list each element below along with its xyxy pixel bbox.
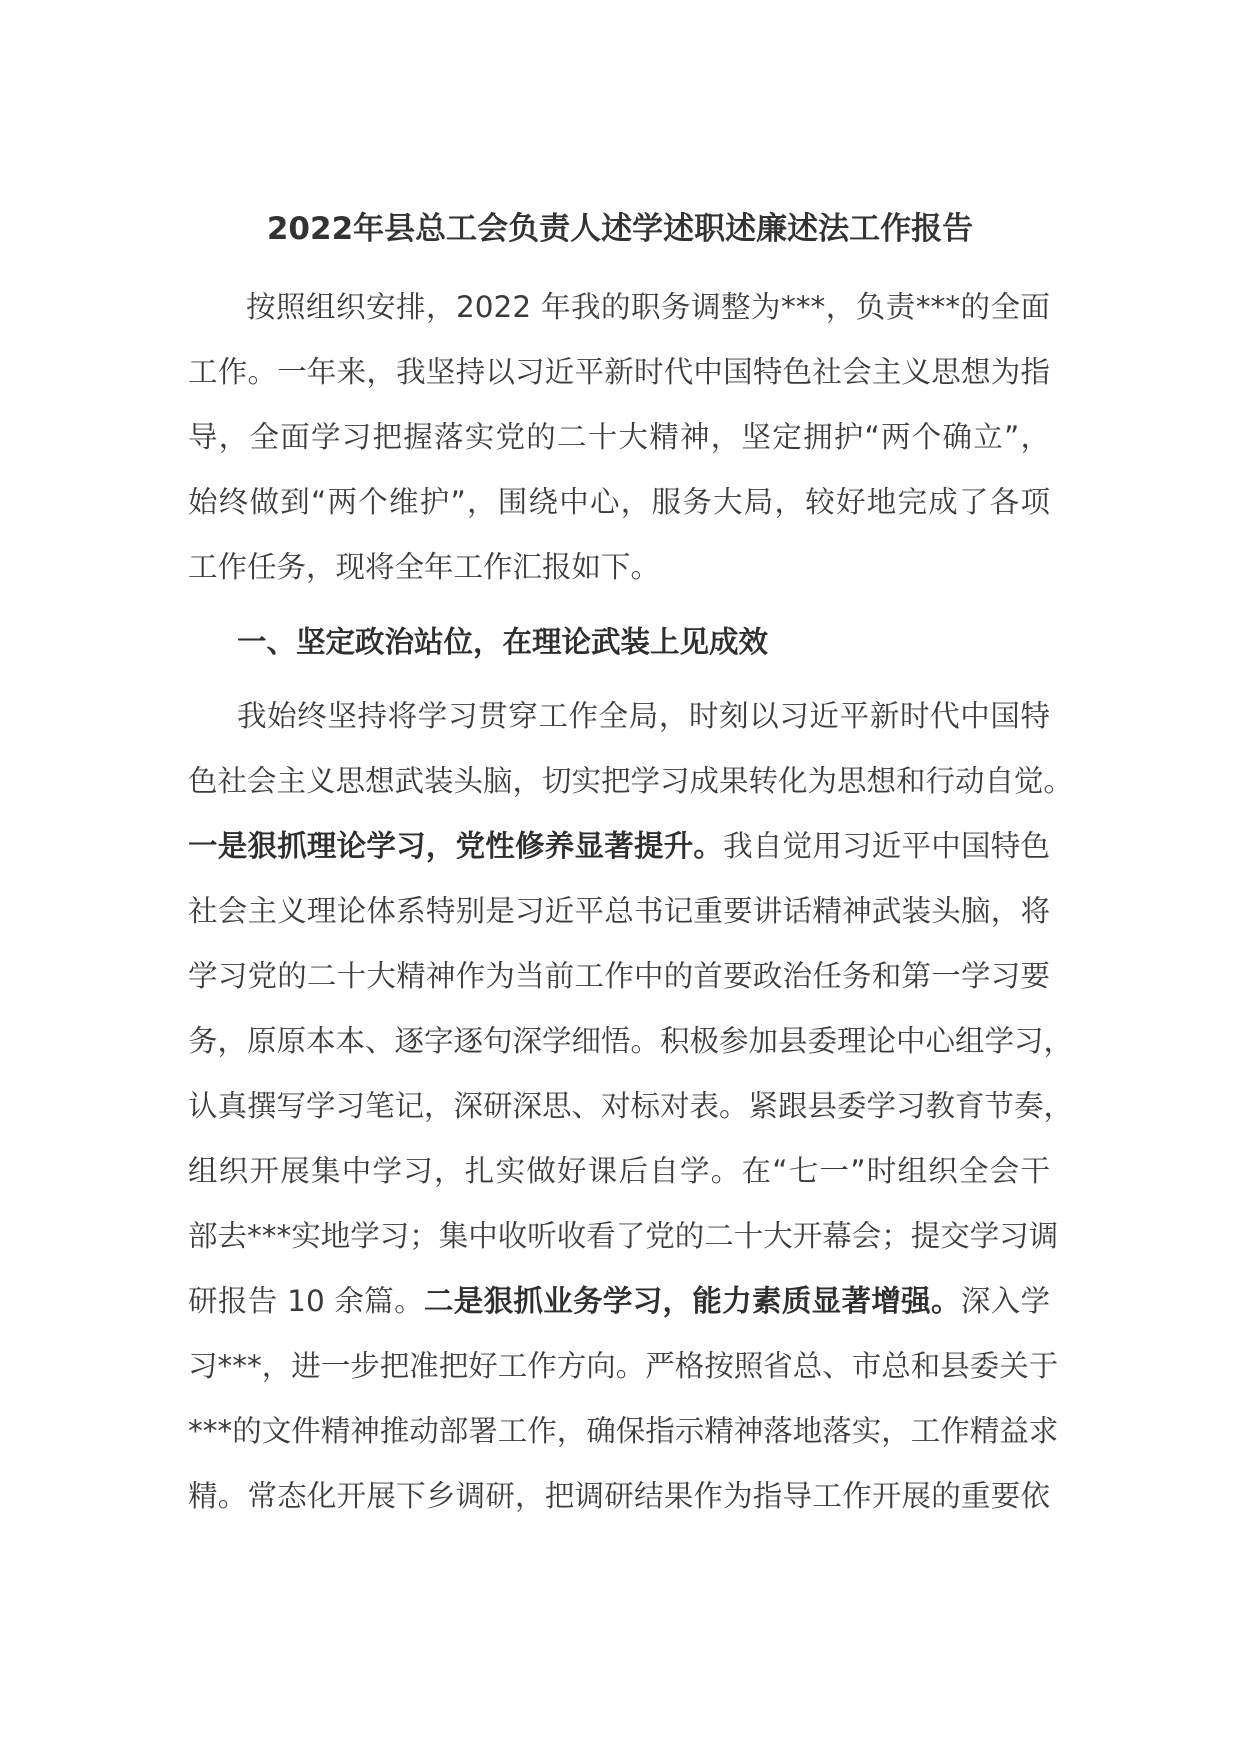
text-line: 部去***实地学习；集中收听收看了党的二十大开幕会；提交学习调: [188, 1219, 1059, 1253]
text-run: 我自觉用习近平中国特色: [723, 829, 1050, 863]
text-line: 始终做到“两个维护”，围绕中心，服务大局，较好地完成了各项: [188, 485, 1050, 519]
text-run: 研报告 10 余篇。: [188, 1284, 424, 1318]
text-line: [188, 1269, 1050, 1334]
section-heading: 一、坚定政治站位，在理论武装上见成效: [237, 625, 769, 659]
text-line: 我始终坚持将学习贯穿工作全局，时刻以习近平新时代中国特: [237, 699, 1050, 733]
text-line: 导，全面学习把握落实党的二十大精神，坚定拥护“两个确立”，: [188, 420, 1050, 454]
document-title: 2022年县总工会负责人述学述职述廉述法工作报告: [266, 211, 974, 247]
text-line: 务，原原本本、逐字逐句深学细悟。积极参加县委理论中心组学习，: [188, 1024, 1074, 1058]
text-line: 色社会主义思想武装头脑，切实把学习成果转化为思想和行动自觉。: [188, 764, 1074, 798]
text-line: ***的文件精神推动部署工作，确保指示精神落地落实，工作精益求: [188, 1414, 1059, 1448]
text-line: 工作任务，现将全年工作汇报如下。: [188, 550, 661, 584]
text-line: 按照组织安排，2022 年我的职务调整为***，负责***的全面: [246, 290, 1050, 324]
text-line: 组织开展集中学习，扎实做好课后自学。在“七一”时组织全会干: [188, 1154, 1050, 1188]
text-line: 认真撰写学习笔记，深研深思、对标对表。紧跟县委学习教育节奏，: [188, 1089, 1074, 1123]
text-line: 习***，进一步把准把好工作方向。严格按照省总、市总和县委关于: [188, 1349, 1059, 1383]
intro-paragraph: [188, 275, 1050, 600]
section1-paragraph: [188, 684, 1074, 1529]
text-run: 深入学: [960, 1284, 1050, 1318]
bold-lead: 二是狠抓业务学习，能力素质显著增强。: [423, 1284, 961, 1318]
text-line: 学习党的二十大精神作为当前工作中的首要政治任务和第一学习要: [188, 959, 1050, 993]
text-line: 工作。一年来，我坚持以习近平新时代中国特色社会主义思想为指: [188, 355, 1050, 389]
text-line: 精。常态化开展下乡调研，把调研结果作为指导工作开展的重要依: [188, 1479, 1050, 1513]
text-line: [188, 814, 1050, 879]
bold-lead: 一是狠抓理论学习，党性修养显著提升。: [188, 829, 724, 863]
text-line: 社会主义理论体系特别是习近平总书记重要讲话精神武装头脑，将: [188, 894, 1050, 928]
section-heading-wrap: [188, 610, 1050, 675]
